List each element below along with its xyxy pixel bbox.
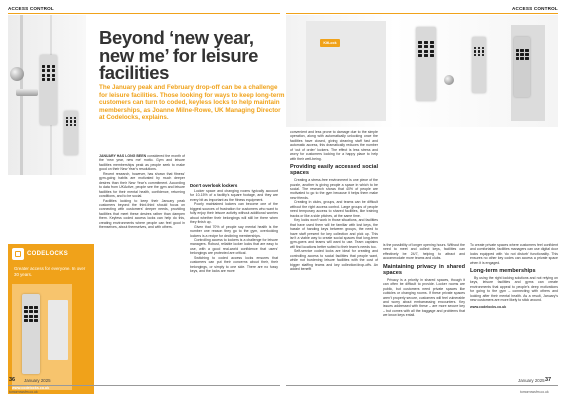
codelocks-advert[interactable] [8,244,94,394]
product-badge [320,39,340,47]
lock-knob-icon [10,67,24,81]
paragraph: Locker space and changing rooms typically account for 10-15% of a facility’s square footage, and they are every bit as important as the fitness equipment. [190,189,278,202]
ad-url[interactable]: www.codelocks.co.uk [12,386,50,390]
subheading: Don’t overlook lockers [190,183,238,188]
ad-logo: CODELOCKS [27,251,69,257]
article-column-1 [99,154,185,230]
article-deck: The January peak and February drop-off can be a challenge for leisure facilities. Those looking for ways to keep long-term customers can turn to coded, keyless locks to help maintain memberships, as Joanne Milne-Rowe, UK Managing Director at Codelocks, explains. [99,84,285,122]
paragraph: Switching to coded access locks ensures that customers can put their concerns about their, their belongings, or simply to one side. There are no fussy keys, and the locks are more [190,255,278,274]
paragraph: Given that 70% of people say mental health is the number one reason they go to the gym, overlooking lockers is a recipe for declining memberships. [190,224,278,238]
keypad-lock-icon [416,27,436,101]
ad-photo [12,284,72,390]
paragraph: convenient and less prone to damage due to the simple operation, along with automatically unlocking once the facilities have closed, giving cleaning staff fast and automatic access, this dramatically reduces the number of ‘out of order’ lockers. The effect is less stress and worry for customers looking for a happy place to help with their well-being. [290,130,378,161]
footer-rule-left [8,385,280,386]
article-title: Beyond ‘new year, new me’ for leisure facilities [99,27,258,83]
paragraph: is the possibility of longer opening hours. Without the need to meet and collect keys, facilities can effectively be 24/7, helping to attract and accommodate more teams and clubs. [383,243,465,261]
keypad-lock-small-icon [64,111,78,155]
header-rule-right [286,13,558,14]
footer-url-left[interactable]: tomorrowsfm.co.uk [9,390,38,394]
paragraph: Poorly maintained lockers can become one of the biggest sources of frustration for customers who want to fully enjoy their leisure activity without additional worries about whether their belongings will still be there when they finish up. [190,202,278,225]
keypad-lock-icon [514,37,530,97]
article-column-3 [290,130,378,272]
section-label-right: ACCESS CONTROL [512,6,558,11]
paragraph: Facilities looking to keep their January peak customers beyond the third-third should focus on connecting with customers’ deeper needs, providing facilities that meet these desires rather than dampen them. Keyless coded access locks can help do this, creating environments where people can feel good in themselves, about themselves, and with others. [99,198,185,230]
paragraph: Recent research, however, has shown that fitness’ gym-going habits are motivated by much deeper desires than their New Year’s commitment. According to data from UKActive, people see the gym and leisure facilities for their mental health, confidence, returning conditions, and to be social. [99,171,185,199]
product-photo-left [8,15,86,175]
paragraph: Key locks won’t work in those situations, and facilities that have used them will be familiar with lost keys, the hassle of handing keys between groups, the need to have staff present for key collection and pick up. This isn’t a viable way to create social spaces that long-term gym-goers and teams will want to use. Team captains will find locations better suited to their team’s needs too. [290,218,378,249]
subheading: Providing easily accessed social spaces [290,164,378,177]
ad-tagline: Greater access for everyone. In over 30 years. [14,266,86,277]
subheading: Long-term memberships [470,268,536,275]
paragraph: Privacy is a priority in shared spaces, though it can often be difficult to provide. Locker rooms are public, but customers need private spaces like cubicles or changing rooms. If these private spaces aren’t properly secure, customers will feel vulnerable and worry about embarrassing encounters. Key issues addressed with these – are more secure key – but comes with all the baggage and problems that we know keys entail. [383,277,465,318]
section-label-left: ACCESS CONTROL [8,6,54,11]
footer-url-right[interactable]: tomorrowsfm.co.uk [520,390,549,394]
paragraph: Creating in clubs, groups, and teams can be difficult without the right access control. Large groups of people need temporary access to shared facilities, like training tracks or like a side pitches, at the same time. [290,200,378,218]
page-number-right: 37 [545,377,552,383]
footer-rule-right [286,385,558,386]
article-column-5 [470,243,558,309]
paragraph: Creating a stress-free environment is one piece of the puzzle, another is giving people a space in which to be social. The research shows that 40% of people are motivated to go to the gym because it helps them make new friends. [290,178,378,200]
codelocks-logo-icon [12,248,24,260]
door-lever-icon [16,89,38,96]
byline: JANUARY HAS LONG BEEN [99,154,147,158]
paragraph: To create private spaces where customers feel confident and comfortable, facilities managers can use digital door locks equipped with ‘do not disturb’ functionality. This ensures no other key codes can access a private space when it is engaged. [470,243,558,265]
header-rule-left [8,13,280,14]
article-url[interactable]: www.codelocks.co.uk [470,304,507,309]
paragraph: Controlling access to lockers is a challenge for leisure managers. Robust, reliable locker locks that are easy to use, with a good real-world confidence that users’ belongings are protected are critical. [190,237,278,256]
badge-text: KitLock [323,41,337,45]
keypad-lock-icon [22,294,40,374]
product-photo-right [286,15,558,127]
page-number-left: 36 [9,377,16,383]
article-column-2 [190,183,278,274]
issue-date-right: January 2025 [518,378,545,383]
article-column-4 [383,243,465,318]
paragraph: Self-service coded locks are ideal for creating and controlling access to social facilities that people want, while not burdening leisure facilities with the cost of bigger staffing teams and key collection/drop-offs. An added benefit [290,249,378,272]
paragraph: By using the right locking solutions and not relying on keys, leisure facilities and gyms can create environments that appeal to people’s deep motivations for going to the gym – connecting with others and looking after their mental health. As a result, January’s new customers are more likely to stick around. [470,275,558,303]
paragraph: considered the month of the ‘new year, new me’ motto. Gym and leisure facilities memberships peak as people seek to make good on their New Year’s resolutions. [99,154,185,172]
issue-date-left: January 2025 [24,378,51,383]
keypad-lock-small-icon [472,37,486,93]
subheading: Maintaining privacy in shared spaces [383,263,465,277]
keypad-lock-icon [40,55,57,125]
lock-knob-icon [444,75,454,85]
